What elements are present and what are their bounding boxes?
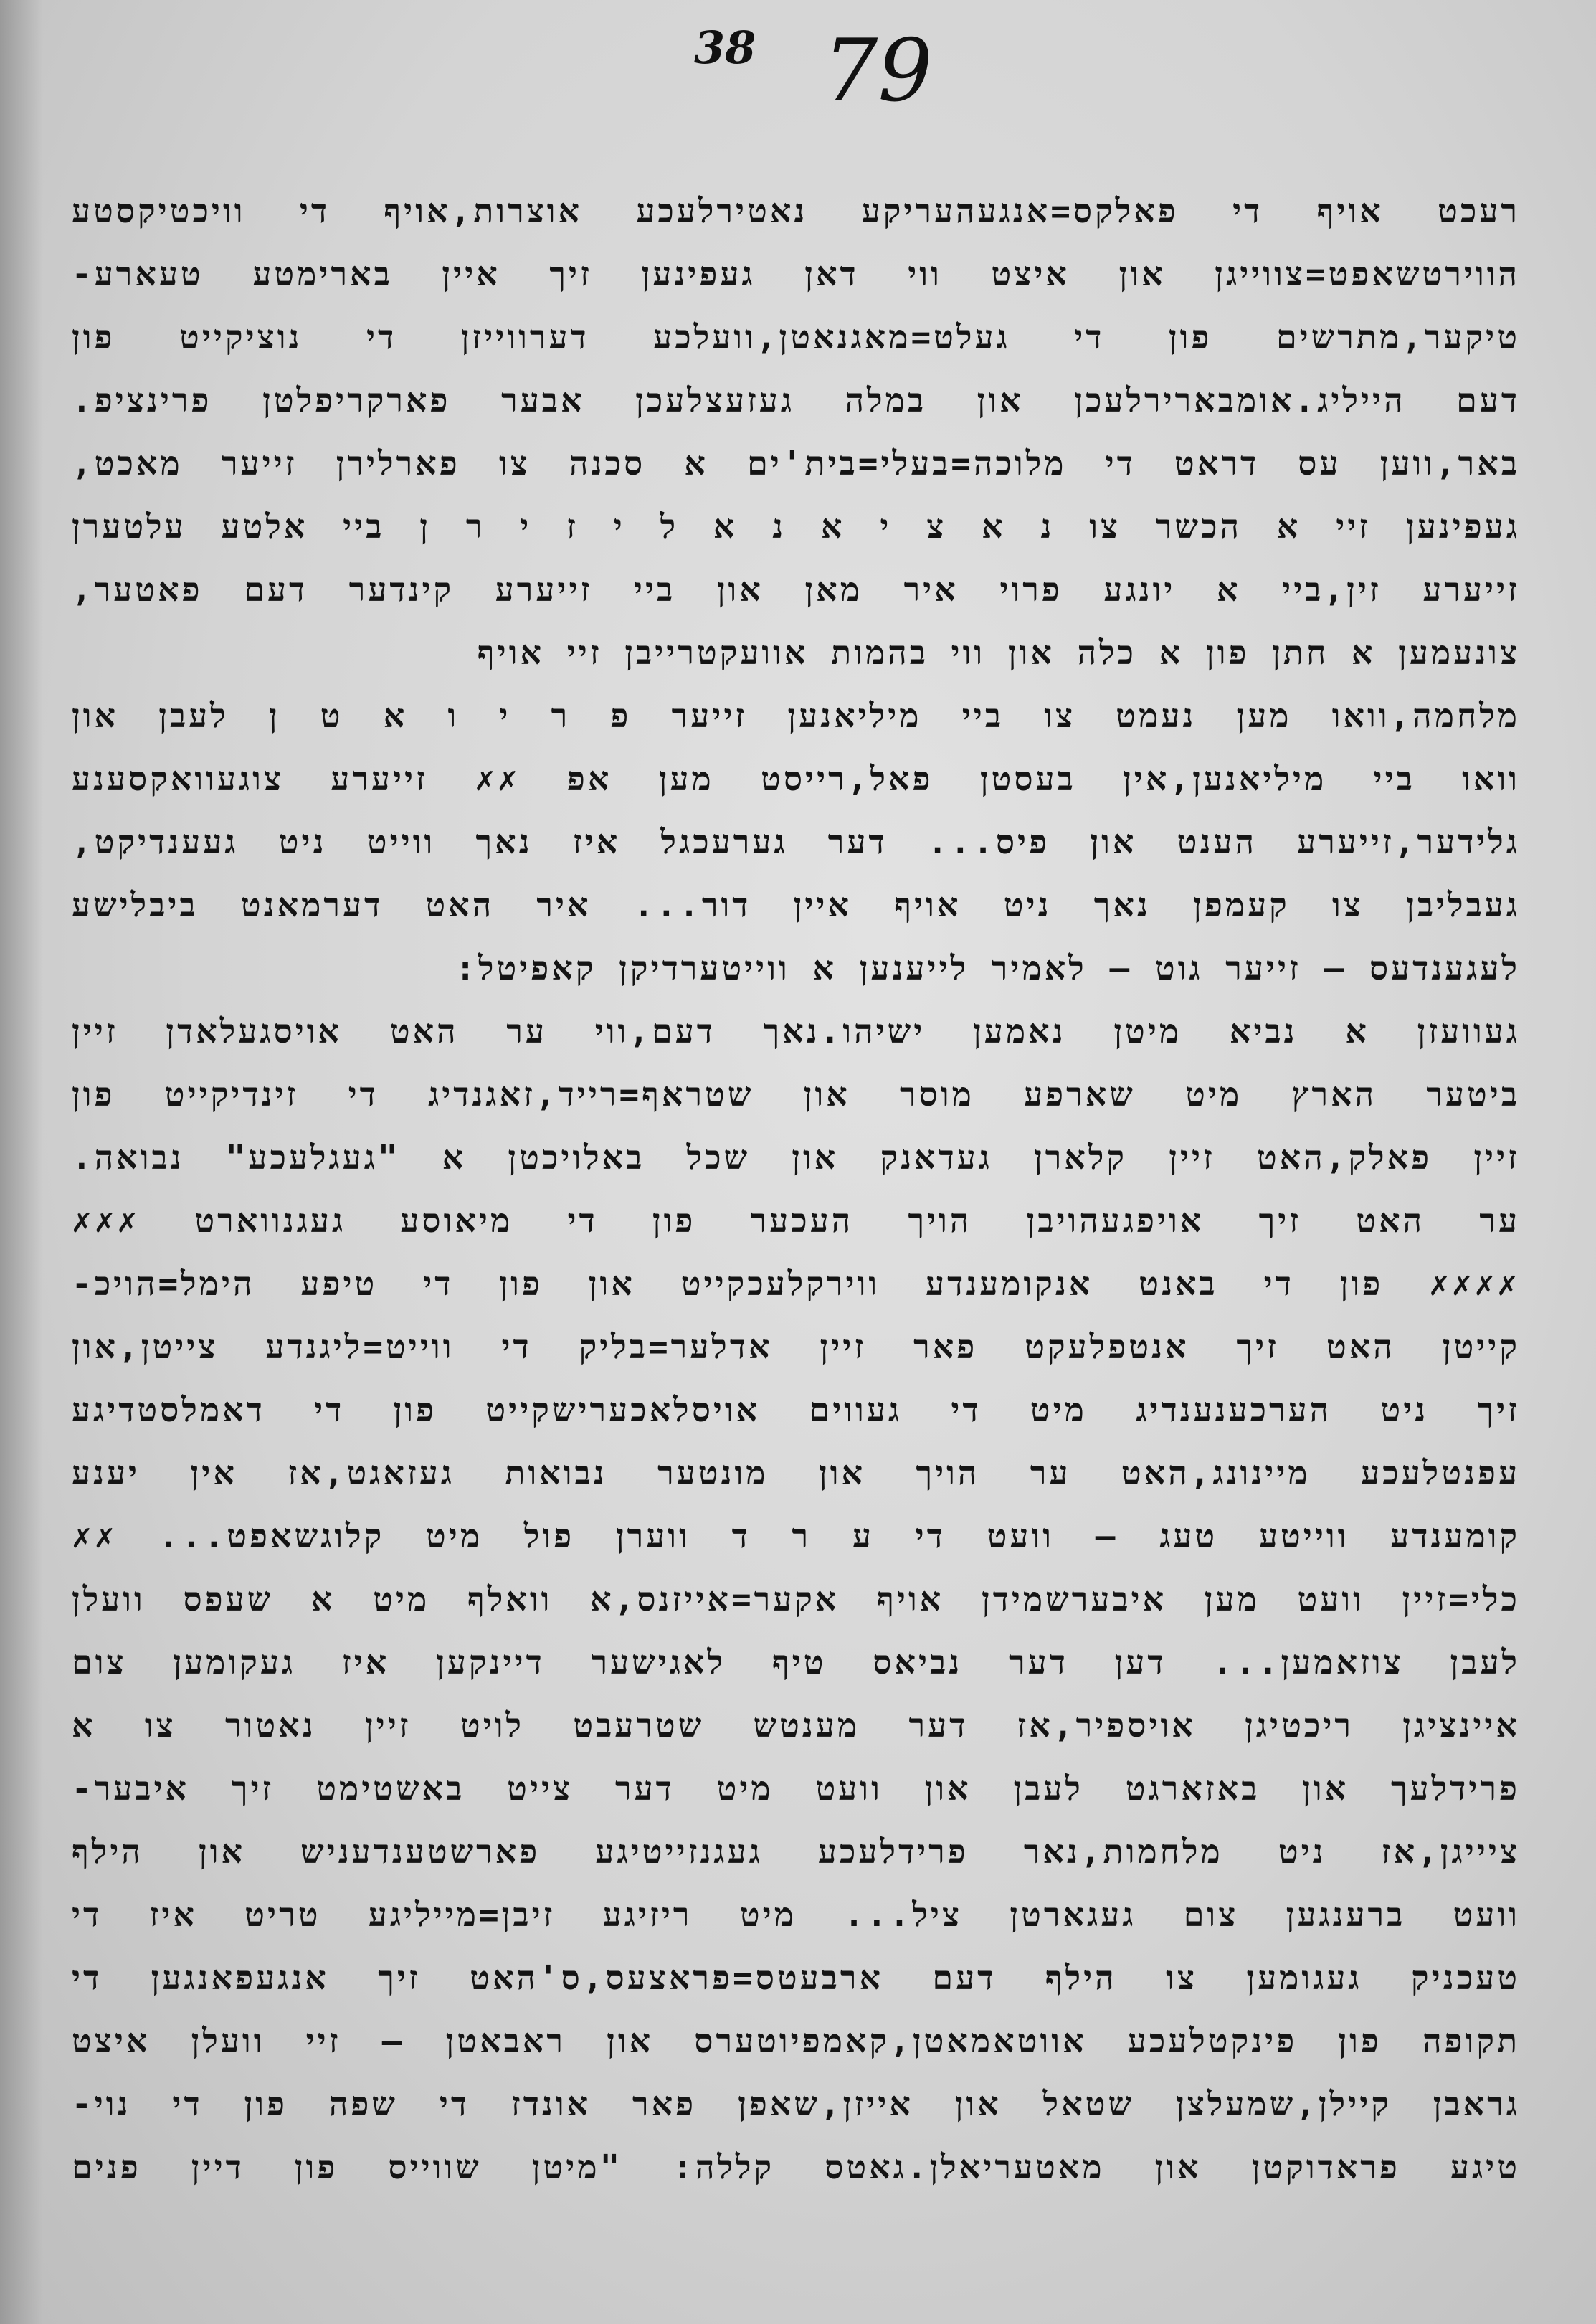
text-line: געבליבן צו קעמפן נאך ניט אויף איין דור... איר האט דערמאנט ביבלישע [72,886,1520,924]
text-line: כלי=זיין וועט מען איבערשמידן אויף אקער=אייזנס,א וואלף מיט א שעפס וועלן [72,1580,1520,1618]
text-line: דעם הייליג.אומבארירלעכן און במלה געזעצלעכן אבער פארקריפלטן פרינציפ. [72,381,1520,419]
text-line: צונעמען א חתן פון א כלה און ווי בהמות אוועקטרייבן זיי אויף [477,633,1520,672]
crossed-page-number: 38 [694,22,756,74]
text-line: באר,ווען עס דראט די מלוכה=בעלי=בית'ים א סכנה צו פארלירן זייער מאכט, [72,444,1520,483]
text-line: רעכט אויף די פאלקס=אנגעהעריקע נאטירלעכע אוצרות,אויף די וויכטיקסטע [72,191,1520,230]
text-line: לעגענדעס — זייער גוט — לאמיר לייענען א ווייטערדיקן קאפיטל: [455,949,1520,987]
text-line: תקופה פון פינקטלעכע אווטאמאטן,קאמפיוטערס און ראבאטן — זיי וועלן איצט [72,2021,1520,2060]
text-line: געוועזן א נביא מיטן נאמען ישיהו.נאך דעם,ווי ער האט אויסגעלאדן זיין [72,1012,1520,1050]
text-line: הווירטשאפט=צווייגן און איצט ווי דאן געפינען זיך איין בארימטע טעארע- [72,255,1520,293]
text-line: קומענדע ווייטע טעג — וועט די ע ר ד ווערן פול מיט קלוגשאפט... ✗✗ [72,1517,1520,1555]
text-line: קייטן האט זיך אנטפלעקט פאר זיין אדלער=בליק די ווייט=ליגנדע צייטן,און [72,1327,1520,1366]
text-line: מלחמה,וואו מען נעמט צו ביי מיליאנען זייער פ ר י ו א ט ן לעבן און [72,696,1520,735]
handwritten-page-number: 79 [823,22,933,121]
text-line: זייערע זין,ביי א יונגע פרוי איר מאן און ביי זייערע קינדער דעם פאטער, [72,570,1520,609]
text-line: זיך ניט הערכענענדיג מיט די געווים אויסלאכערישקייט פון די דאמלסטדיגע [72,1390,1520,1429]
text-line: ביטער הארץ מיט שארפע מוסר און שטראף=רייד,זאגנדיג די זינדיקייט פון [72,1075,1520,1114]
text-line: טיקער,מתרשים פון די געלט=מאגנאטן,וועלכע דערווייזן די נוציקייט פון [72,318,1520,356]
text-line: איינציגן ריכטיגן אויספיר,אז דער מענטש שטרעבט לויט זיין נאטור צו א [72,1706,1520,1745]
text-line: פרידלעך און באזארגט לעבן און וועט מיט דער צייט באשטימט זיך איבער- [72,1769,1520,1808]
text-line: גלידער,זייערע הענט און פיס... דער גערעכגל איז נאך ווייט ניט געענדיקט, [72,822,1520,861]
text-line: ✗✗✗✗ פון די באנט אנקומענדע ווירקלעכקייט און פון די טיפע הימל=הויכ- [72,1264,1520,1303]
text-line: עפנטלעכע מיינונג,האט ער הויך און מונטער נבואות געזאגט,אז אין יענע [72,1453,1520,1492]
typewritten-text-body [72,179,1520,2199]
text-line: וואו ביי מיליאנען,אין בעסטן פאל,רייסט מען אפ ✗✗ זייערע צוגעוואקסענע [72,759,1520,798]
text-line: וועט ברענגען צום געגארטן ציל... מיט ריזיגע זיבן=מייליגע טריט איז די [72,1895,1520,1934]
text-line: זיין פאלק,האט זיין קלארן געדאנק און שכל באלויכטן א "געגלעכע" נבואה. [72,1138,1520,1177]
text-line: לעבן צוזאמען... דען דער נביאס טיף לאגישער דיינקען איז געקומען צום [72,1643,1520,1682]
text-line: ציייגן,אז ניט מלחמות,נאר פרידלעכע געגנזייטיגע פארשטענדעניש און הילף [72,1832,1520,1871]
text-line: גראבן קיילן,שמעלצן שטאל און אייזן,שאפן פאר אונדז די שפה פון די נוי- [72,2085,1520,2123]
text-line: געפינען זיי א הכשר צו נ א צ י א נ א ל י ז י ר ן ביי אלטע עלטערן [72,507,1520,546]
text-line: ער האט זיך אויפגעהויבן הויך העכער פון די מיאוסע געגנווארט ✗✗✗ [72,1201,1520,1240]
text-line: טיגע פראדוקטן און מאטעריאלן.גאטס קללה: "מיטן שווייס פון דיין פנים [72,2148,1520,2186]
text-line: טעכניק געגומען צו הילף דעם ארבעטס=פראצעס,ס'האט זיך אנגעפאנגען די [72,1958,1520,1997]
